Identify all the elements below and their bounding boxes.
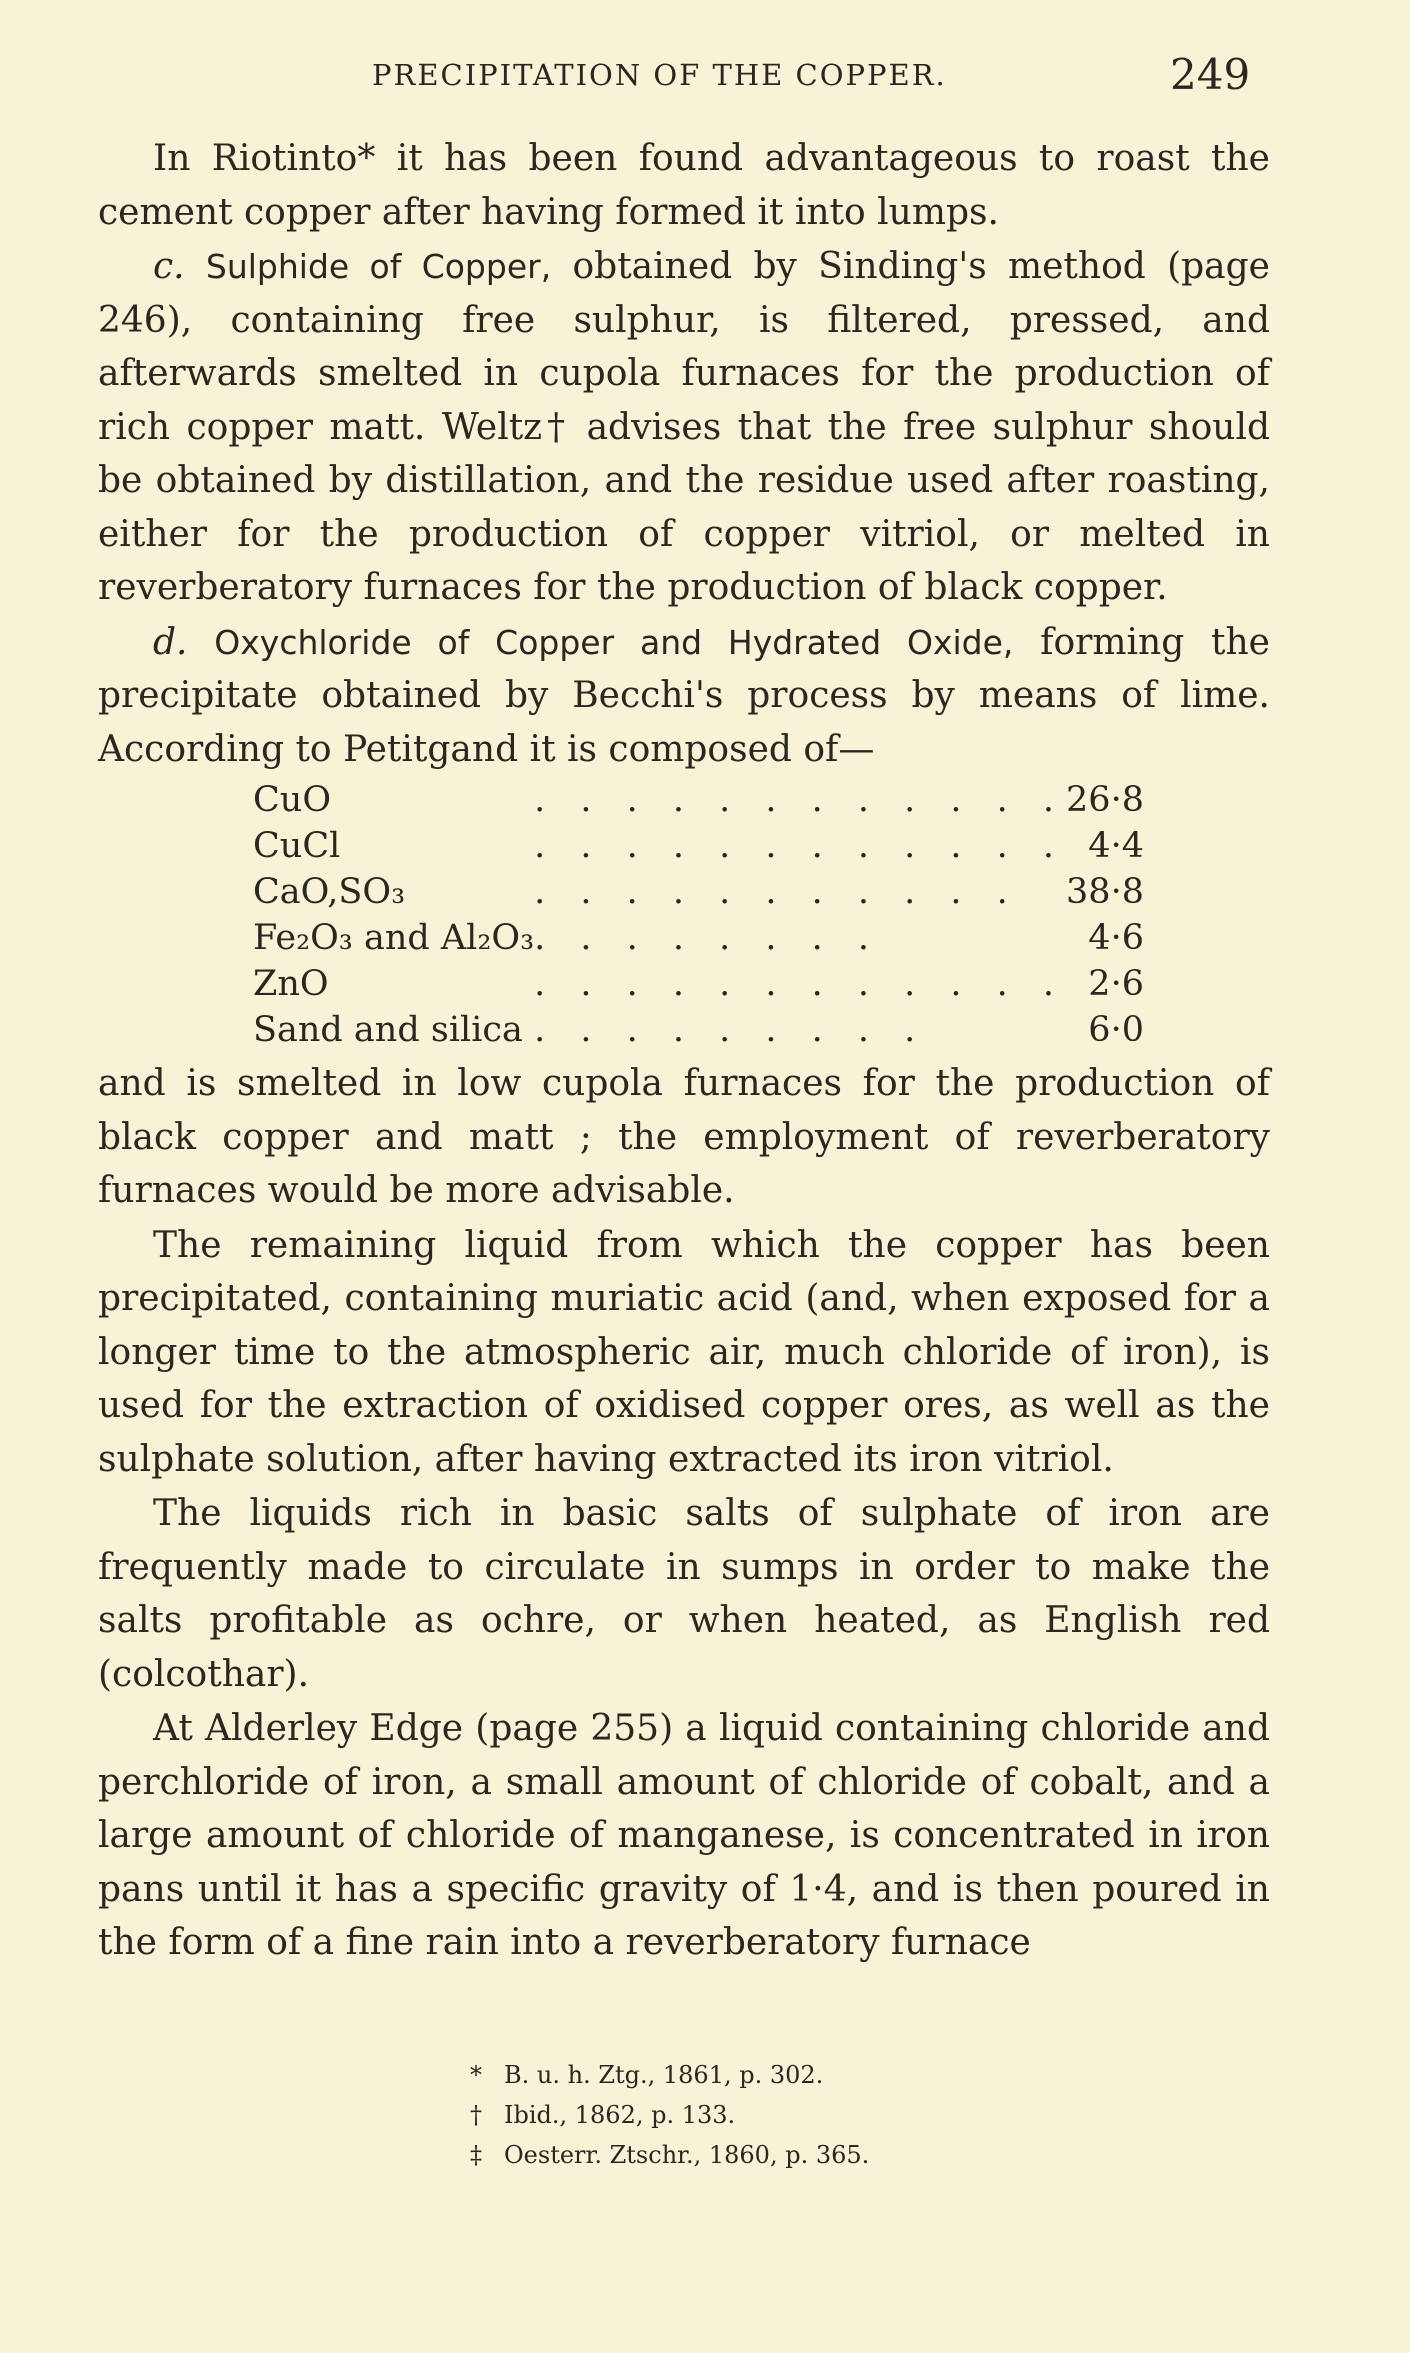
- running-header: [0, 50, 1410, 110]
- footnote: [470, 2135, 869, 2175]
- leader-dots: . . . . . . . .: [534, 918, 882, 958]
- footnote: [470, 2095, 869, 2135]
- section-label-d: d.: [153, 621, 188, 663]
- footnote-text: Ibid., 1862, p. 133.: [504, 2101, 736, 2129]
- running-title: PRECIPITATION OF THE COPPER.: [372, 58, 947, 92]
- compound-value: 4·6: [1088, 918, 1144, 958]
- leader-dots: . . . . . . . . . . .: [534, 872, 1020, 912]
- compound-value: 38·8: [1066, 872, 1144, 912]
- section-label-c: c.: [153, 246, 185, 287]
- compound-value: 26·8: [1066, 780, 1144, 820]
- compound-name: Sand and silica: [253, 1010, 523, 1050]
- paragraph-smelted: and is smelted in low cupola furnaces for the production of black copper and matt ; the employment of reverberatory furnaces would be more advisable.: [98, 1063, 1270, 1211]
- leader-dots: . . . . . . . . . . . .: [534, 826, 1067, 866]
- compound-name: ZnO: [253, 964, 329, 1004]
- section-heading-oxychloride: Oxychloride of Copper and Hydrated Oxide,: [214, 622, 1014, 662]
- composition-table: [253, 777, 1144, 1053]
- footnote: [470, 2055, 869, 2095]
- footnotes: [470, 2055, 869, 2175]
- paragraph-oxychloride-text: forming the precipitate obtained by Becchi's process by means of lime. According to Petitgand it is composed of—: [98, 621, 1270, 770]
- footnote-mark: *: [470, 2061, 482, 2089]
- compound-value: 2·6: [1088, 964, 1144, 1004]
- footnote-text: Oesterr. Ztschr., 1860, p. 365.: [504, 2141, 870, 2169]
- paragraph-riotinto: In Riotinto* it has been found advantageous to roast the cement copper after having formed it into lumps.: [98, 138, 1270, 233]
- footnote-text: B. u. h. Ztg., 1861, p. 302.: [504, 2061, 824, 2089]
- paragraph-alderley-edge: At Alderley Edge (page 255) a liquid containing chloride and perchloride of iron, a small amount of chloride of cobalt, and a large amount of chloride of manganese, is concentrated in iron pans until it has a specific gravity of 1·4, and is then poured in the form of a fine rain into a reverberatory furnace: [98, 1708, 1270, 1963]
- composition-row: [253, 961, 1144, 1007]
- page-number: 249: [1170, 50, 1251, 99]
- body-text: [98, 132, 1270, 1971]
- composition-row: [253, 915, 1144, 961]
- paragraph-sulphide: [98, 240, 1270, 615]
- composition-row: [253, 777, 1144, 823]
- leader-dots: . . . . . . . . .: [534, 1010, 928, 1050]
- compound-value: 6·0: [1088, 1010, 1144, 1050]
- footnote-mark: †: [470, 2101, 482, 2129]
- compound-name: CuO: [253, 780, 332, 820]
- leader-dots: . . . . . . . . . . . .: [534, 780, 1067, 820]
- paragraph-oxychloride: [98, 616, 1270, 777]
- leader-dots: . . . . . . . . . . . .: [534, 964, 1067, 1004]
- compound-name: Fe₂O₃ and Al₂O₃: [253, 918, 535, 958]
- paragraph-basic-salts: The liquids rich in basic salts of sulphate of iron are frequently made to circulate in sumps in order to make the salts profitable as ochre, or when heated, as English red (colcothar).: [98, 1493, 1270, 1695]
- compound-name: CaO,SO₃: [253, 872, 406, 912]
- composition-row: [253, 869, 1144, 915]
- paragraph-sulphide-text: obtained by Sinding's method (page 246), containing free sulphur, is filtered, pressed, and afterwards smelted in cupola furnaces for the production of rich copper matt. Weltz† advises that the free sulphur should be obtained by distillation, and the residue used after roasting, either for the production of copper vitriol, or melted in reverberatory furnaces for the production of black copper.: [98, 246, 1270, 608]
- compound-name: CuCl: [253, 826, 341, 866]
- footnote-mark: ‡: [470, 2141, 482, 2169]
- paragraph-remaining-liquid: The remaining liquid from which the copper has been precipitated, containing muriatic acid (and, when exposed for a longer time to the atmospheric air, much chloride of iron), is used for the extraction of oxidised copper ores, as well as the sulphate solution, after having extracted its iron vitriol.: [98, 1224, 1270, 1480]
- composition-row: [253, 823, 1144, 869]
- composition-row: [253, 1007, 1144, 1053]
- section-heading-sulphide: Sulphide of Copper,: [205, 247, 552, 286]
- compound-value: 4·4: [1088, 826, 1144, 866]
